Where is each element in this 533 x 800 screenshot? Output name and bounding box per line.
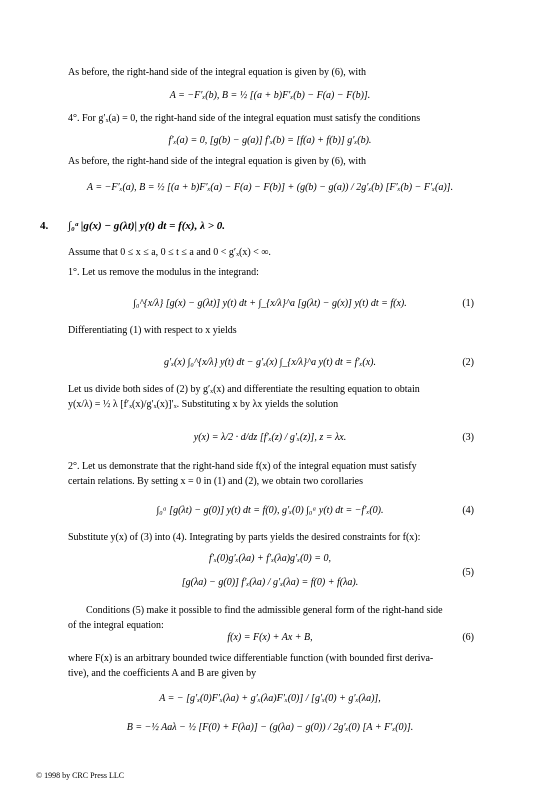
equation-number: (1) [462, 298, 474, 309]
copyright-footer: © 1998 by CRC Press LLC [36, 771, 125, 780]
text-line: As before, the right-hand side of the integral equation is given by (6), with [68, 156, 366, 167]
text-line: Let us divide both sides of (2) by g′ₓ(x) and differentiate the resulting equation to obtain [68, 384, 420, 395]
text-line: 4°. For g′ₓ(a) = 0, the right-hand side of the integral equation must satisfy the conditions [68, 113, 421, 124]
text-line: certain relations. By setting x = 0 in (1) and (2), we obtain two corollaries [68, 476, 364, 487]
text-line: where F(x) is an arbitrary bounded twice differentiable function (with bounded first deriva- [68, 653, 434, 664]
text-line: of the integral equation: [68, 620, 164, 631]
text-line: 2°. Let us demonstrate that the right-hand side f(x) of the integral equation must satisfy [68, 461, 417, 472]
text-line: Assume that 0 ≤ x ≤ a, 0 ≤ t ≤ a and 0 < g′ₓ(x) < ∞. [68, 247, 271, 258]
equation-line: f′ₓ(0)g′ₓ(λa) + f′ₓ(λa)g′ₓ(0) = 0, [209, 553, 331, 564]
equation-line: y(x) = λ/2 · d/dz [f′ₓ(z) / g′ₓ(z)], z = λx. [193, 432, 347, 443]
text-line: tive), and the coefficients A and B are given by [68, 668, 257, 679]
equation-line: A = − [g′ₓ(0)F′ₓ(λa) + g′ₓ(λa)F′ₓ(0)] / [g′ₓ(0) + g′ₓ(λa)], [159, 693, 381, 704]
text-line: 1°. Let us remove the modulus in the integrand: [68, 267, 259, 278]
equation-line: B = −½ Aaλ − ½ [F(0) + F(λa)] − (g(λa) − g(0)) / 2g′ₓ(0) [A + F′ₓ(0)]. [126, 722, 414, 733]
equation-heading: ∫₀ᵃ |g(x) − g(λt)| y(t) dt = f(x), λ > 0. [68, 220, 225, 232]
equation-line: [g(λa) − g(0)] f′ₓ(λa) / g′ₓ(λa) = f(0) + f(λa). [181, 577, 359, 588]
equation-number: (5) [462, 567, 474, 578]
text-line: Conditions (5) make it possible to find the admissible general form of the right-hand side [86, 605, 443, 616]
equation-line: ∫₀^{x/λ} [g(x) − g(λt)] y(t) dt + ∫_{x/λ}^a [g(λt) − g(x)] y(t) dt = f(x). [133, 298, 407, 309]
equation-line: A = −F′ₓ(b), B = ½ [(a + b)F′ₓ(b) − F(a) − F(b)]. [169, 90, 371, 101]
equation-line: A = −F′ₓ(a), B = ½ [(a + b)F′ₓ(a) − F(a) − F(b)] + (g(b) − g(a)) / 2g′ₓ(b) [F′ₓ(b) − F′ₓ(a)]. [86, 182, 454, 193]
equation-number: (4) [462, 505, 474, 516]
equation-number: (6) [462, 632, 474, 643]
equation-line: g′ₓ(x) ∫₀^{x/λ} y(t) dt − g′ₓ(x) ∫_{x/λ}^a y(t) dt = f′ₓ(x). [164, 357, 376, 368]
equation-line: ∫₀ᵃ [g(λt) − g(0)] y(t) dt = f(0), g′ₓ(0) ∫₀ᵃ y(t) dt = −f′ₓ(0). [156, 505, 384, 516]
text-line: Substitute y(x) of (3) into (4). Integrating by parts yields the desired constraints for f(x): [68, 532, 421, 543]
equation-number: (2) [462, 357, 474, 368]
equation-number-heading: 4. [40, 220, 49, 232]
equation-number: (3) [462, 432, 474, 443]
text-line: Differentiating (1) with respect to x yields [68, 325, 237, 336]
text-line: As before, the right-hand side of the integral equation is given by (6), with [68, 67, 366, 78]
text-line: y(x/λ) = ½ λ [f′ₓ(x)/g′ₓ(x)]′ₓ. Substituting x by λx yields the solution [68, 399, 339, 410]
equation-line: f(x) = F(x) + Ax + B, [227, 632, 313, 643]
equation-line: f′ₓ(a) = 0, [g(b) − g(a)] f′ₓ(b) = [f(a) + f(b)] g′ₓ(b). [168, 135, 372, 146]
